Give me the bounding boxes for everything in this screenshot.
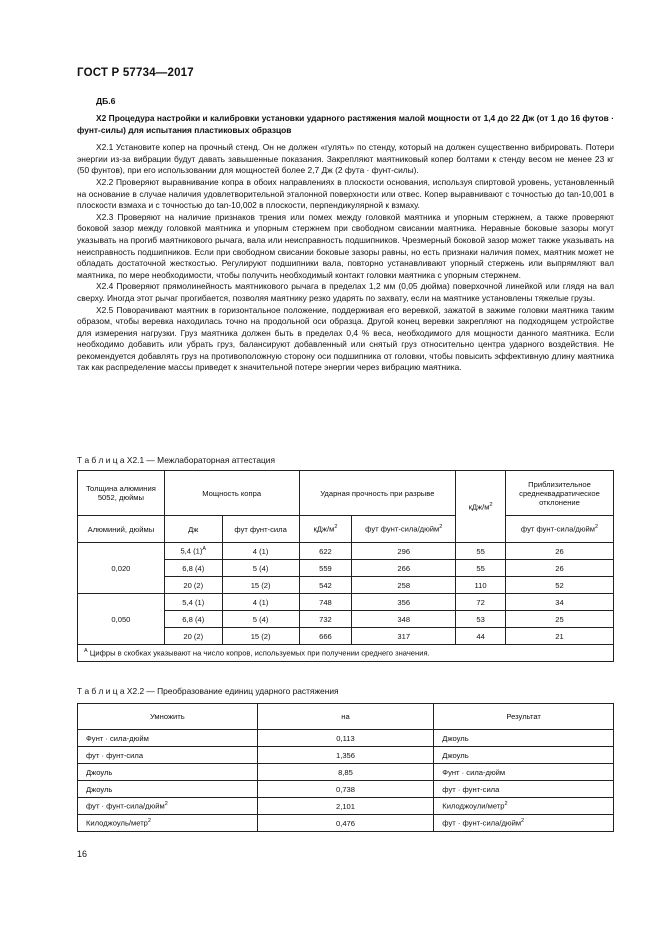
cell-result: Джоуль: [434, 730, 614, 747]
cell-ft: 15 (2): [222, 628, 299, 645]
cell-j: 6,8 (4): [164, 560, 222, 577]
th-kj-m2: кДж/$м^2$: [299, 516, 352, 543]
cell-result: фут · фунт-сила/дюйм$^2$: [434, 815, 614, 832]
th-power: Мощность копра: [164, 471, 299, 516]
paragraph-x2-5: Х2.5 Поворачивают маятник в горизонтальное положение, поддерживая его веревкой, зажатой в зажиме головки маятника таким образом, чтобы веревка находилась точно на продольной оси образца. Другой конец веревки закрепляют на подходящем устройстве для измерения нагрузки. Груз маятника должен быть в пределах 0,4 % веса, необходимого для мощности данного маятника. Если необходимо добавить или убрать груз, балансируют добавленный или снятый груз относительно центра ударного воздействия. Не рекомендуется добавлять груз на противоположную сторону оси подшипника от головки, чтобы повысить эффективную длину маятника так как распределение массы приведет к значительной потере энергии через вибрацию маятника.: [77, 304, 614, 373]
cell-rms: 52: [506, 577, 614, 594]
table-unit-conversion: [77, 703, 614, 832]
table-interlab: [77, 470, 614, 662]
cell-ft: 5 (4): [222, 611, 299, 628]
cell-kj: 666: [299, 628, 352, 645]
cell-j: 20 (2): [164, 577, 222, 594]
th-ft: фут фунт-сила: [222, 516, 299, 543]
cell-k: 44: [456, 628, 506, 645]
th-rms-unit: фут фунт-сила/дюйм$^2$: [506, 516, 614, 543]
document-header: ГОСТ Р 57734—2017: [77, 67, 194, 79]
cell-j: 5,4 $(1)^А$: [164, 543, 222, 560]
body-text: [77, 113, 614, 374]
cell-j: 5,4 (1): [164, 594, 222, 611]
cell-factor: 2,101: [257, 798, 434, 815]
cell-result: Джоуль: [434, 747, 614, 764]
th-result: Результат: [434, 704, 614, 730]
table-row: [78, 798, 614, 815]
th-thickness: Толщина алюминия 5052, дюймы: [78, 471, 165, 516]
cell-multiply: фут · фунт-сила/дюйм$^2$: [78, 798, 258, 815]
cell-ftin: 317: [352, 628, 456, 645]
cell-result: Килоджоули/метр$^2$: [434, 798, 614, 815]
cell-kj: 542: [299, 577, 352, 594]
cell-ftin: 266: [352, 560, 456, 577]
cell-ftin: 296: [352, 543, 456, 560]
cell-multiply: Килоджоуль/метр$^2$: [78, 815, 258, 832]
cell-ft: 4 (1): [222, 543, 299, 560]
cell-ftin: 258: [352, 577, 456, 594]
cell-ft: 4 (1): [222, 594, 299, 611]
cell-kj: 748: [299, 594, 352, 611]
cell-ft: 5 (4): [222, 560, 299, 577]
cell-multiply: Фунт · сила-дюйм: [78, 730, 258, 747]
table1-caption: Т а б л и ц а Х2.1 — Межлабораторная аттестация: [77, 455, 276, 465]
table-row: [78, 594, 614, 611]
cell-multiply: Джоуль: [78, 764, 258, 781]
paragraph-x2-4: Х2.4 Проверяют прямолинейность маятникового рычага в пределах 1,2 мм (0,05 дюйма) поверхочной линейкой или глядя на вал сверху. Иногда этот рычаг прогибается, позволяя маятнику резко ударять по захвату, если на маятнике установлены тяжелые грузы.: [77, 281, 614, 303]
cell-k: 53: [456, 611, 506, 628]
cell-k: 55: [456, 543, 506, 560]
cell-k: 110: [456, 577, 506, 594]
cell-kj: 622: [299, 543, 352, 560]
th-kj: кДж/$м^2$: [456, 471, 506, 543]
cell-factor: 8,85: [257, 764, 434, 781]
table2-caption: Т а б л и ц а Х2.2 — Преобразование единиц ударного растяжения: [77, 686, 339, 696]
cell-k: 55: [456, 560, 506, 577]
th-strength: Ударная прочность при разрыве: [299, 471, 456, 516]
paragraph-x2-3: Х2.3 Проверяют на наличие признаков трения или помех между головкой маятника и упорным стержнем, а также проверяют боковой зазор между головкой маятника и упорным стержнем при свободном свисании маятника. Неравные боковые зазоры могут указывать на прогиб маятникового рычага, вала или неисправность подшипников. Чрезмерный боковой зазор может также указывать на неисправность подшипников. Если при свободном свисании боковые зазоры равны, но есть признаки наличия помех, маятник может не обладать достаточной жесткостью. Регулируют подшипники вала, повторно устанавливают упорный стержень или выпрямляют вал маятника, по мере необходимости, чтобы получить необходимый контакт головки маятника с упорным стержнем.: [77, 211, 614, 280]
cell-multiply: фут · фунт-сила: [78, 747, 258, 764]
table1-footnote: $^А$ Цифры в скобках указывают на число копров, используемых при получении среднего значения.: [78, 645, 614, 662]
paragraph-x2-2: Х2.2 Проверяют выравнивание копра в обоих направлениях в плоскости основания, используя спиртовой уровень, установленный на основание в случае наличия удовлетворительной эталонной поверхности или отвес. Копер выравнивают с точностью до tan-10,001 в плоскости взмаха и с точностью до tan-10,002 в плоскости, перпендикулярной к взмаху.: [77, 176, 614, 211]
th-j: Дж: [164, 516, 222, 543]
th-aluminium: Алюминий, дюймы: [78, 516, 165, 543]
cell-factor: 0,738: [257, 781, 434, 798]
cell-thickness: 0,050: [78, 594, 165, 645]
th-rms: Приблизительное среднеквадратическое отклонение: [506, 471, 614, 516]
table-row: [78, 764, 614, 781]
cell-rms: 26: [506, 543, 614, 560]
table-row: [78, 815, 614, 832]
cell-k: 72: [456, 594, 506, 611]
cell-rms: 34: [506, 594, 614, 611]
cell-kj: 559: [299, 560, 352, 577]
cell-ft: 15 (2): [222, 577, 299, 594]
section-label: ДБ.6: [96, 96, 116, 106]
th-ft-in: фут фунт-сила/дюйм$^2$: [352, 516, 456, 543]
cell-multiply: Джоуль: [78, 781, 258, 798]
paragraph-x2-1: Х2.1 Установите копер на прочный стенд. Он не должен «гулять» по стенду, который на должен существенно вибрировать. Потери энергии из-за вибрации будут давать завышенные показания. Закрепляют маятниковый копер болтами к стенду весом не менее 23 кг (50 фунтов), при его использовании для мощностей более 2,7 Дж (2 фута · фунт-силы).: [77, 142, 614, 176]
cell-factor: 0,476: [257, 815, 434, 832]
cell-factor: 0,113: [257, 730, 434, 747]
cell-j: 6,8 (4): [164, 611, 222, 628]
cell-j: 20 (2): [164, 628, 222, 645]
cell-result: фут · фунт-сила: [434, 781, 614, 798]
cell-kj: 732: [299, 611, 352, 628]
table-row: [78, 747, 614, 764]
table-row: [78, 543, 614, 560]
cell-ftin: 348: [352, 611, 456, 628]
cell-ftin: 356: [352, 594, 456, 611]
table-row: [78, 730, 614, 747]
cell-rms: 26: [506, 560, 614, 577]
cell-rms: 25: [506, 611, 614, 628]
section-title: Х2 Процедура настройки и калибровки установки ударного растяжения малой мощности от 1,4 до 22 Дж (от 1 до 16 футов · фунт-силы) для испытания пластиковых образцов: [77, 113, 614, 135]
cell-thickness: 0,020: [78, 543, 165, 594]
th-by: на: [257, 704, 434, 730]
th-multiply: Умножить: [78, 704, 258, 730]
cell-result: Фунт · сила-дюйм: [434, 764, 614, 781]
table-row: [78, 781, 614, 798]
cell-rms: 21: [506, 628, 614, 645]
cell-factor: 1,356: [257, 747, 434, 764]
page-number: 16: [77, 849, 88, 859]
